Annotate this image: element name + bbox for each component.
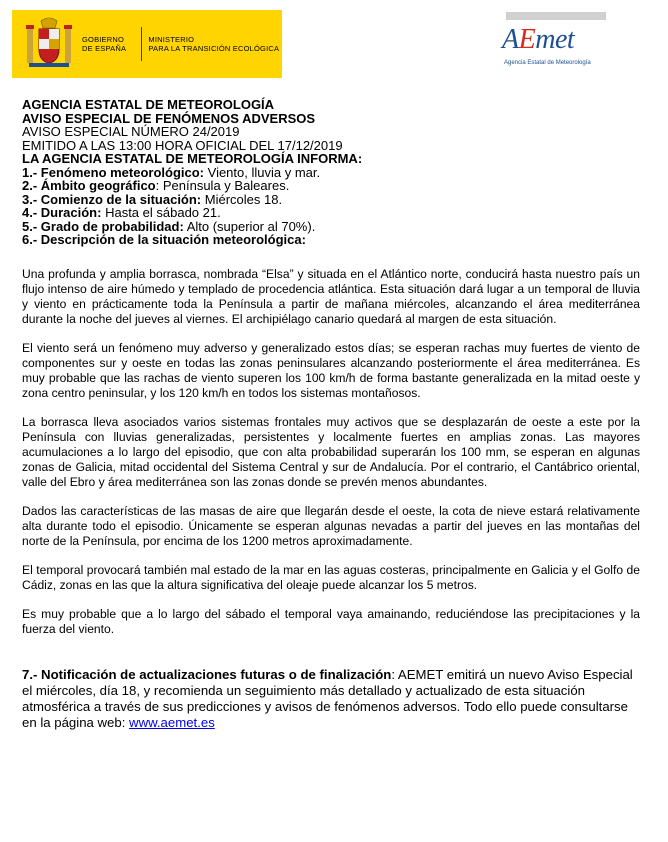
list-item: 2.- Ámbito geográfico: Península y Baleares. <box>22 178 290 193</box>
issued-time: EMITIDO A LAS 13:00 HORA OFICIAL DEL 17/12/2019 <box>22 137 343 153</box>
paragraph: El temporal provocará también mal estado de la mar en las aguas costeras, principalmente en Galicia y el Golfo de Cádiz, zonas en las que la altura significativa del oleaje puede alcanzar los 5 metros. <box>22 562 640 592</box>
paragraph: El viento será un fenómeno muy adverso y generalizado estos días; se esperan rachas muy fuertes de viento de componentes sur y oeste en todas las zonas peninsulares alcanzando posteriormente el área mediterránea. Es muy probable que las rachas de viento superen los 100 km/h de forma bastante generalizada en la mitad oeste y zona centro peninsular, y los 120 km/h en todos los sistemas montañosos. <box>22 340 640 400</box>
paragraph: Dados las características de las masas de aire que llegarán desde el oeste, la cota de nieve estará relativamente alta durante todo el episodio. Únicamente se esperan algunas nevadas a partir del jueves en las montañas del norte de la Península, por encima de los 1200 metros aproximadamente. <box>22 503 640 548</box>
informs-heading: LA AGENCIA ESTATAL DE METEOROLOGÍA INFORMA: <box>22 151 363 166</box>
notice-number: AVISO ESPECIAL NÚMERO 24/2019 <box>22 124 240 139</box>
government-banner <box>12 10 282 78</box>
agency-heading: AGENCIA ESTATAL DE METEOROLOGÍA <box>22 97 275 112</box>
banner-divider <box>141 27 142 61</box>
list-item: 6.- Descripción de la situación meteorológica: <box>22 232 306 247</box>
list-item: 5.- Grado de probabilidad: Alto (superior al 70%). <box>22 218 316 234</box>
section-7: 7.- Notificación de actualizaciones futuras o de finalización: AEMET emitirá un nuevo Aviso Especial el miércoles, día 18, y recomienda un seguimiento más detallado y actualizado de esta situación atmosférica a través de sus predicciones y avisos de fenómenos adversos. Todo ello puede consultarse en la página web: www.aemet.es <box>22 666 633 730</box>
aemet-logo: AEmet Agencia Estatal de Meteorología <box>502 24 591 66</box>
paragraph: La borrasca lleva asociados varios sistemas frontales muy activos que se desplazarán de oeste a este por la Península con lluvias generalizadas, persistentes y localmente fuertes en amplias zonas. Las mayores acumulaciones a lo largo del episodio, que con alta probabilidad superarán los 100 mm, se esperan en algunas zonas de Galicia, mitad occidental del Sistema Central y sur de Andalucía. Por el contrario, el Cantábrico oriental, valle del Ebro y área mediterránea son las zonas donde se prevén menos abundantes. <box>22 414 640 489</box>
aemet-top-bar <box>506 12 606 20</box>
government-label: GOBIERNO DE ESPAÑA <box>82 35 127 53</box>
document-body <box>22 98 640 731</box>
aemet-website-link[interactable]: www.aemet.es <box>129 714 215 730</box>
list-item: 1.- Fenómeno meteorológico: Viento, lluvia y mar. <box>22 164 321 180</box>
document-title: AVISO ESPECIAL DE FENÓMENOS ADVERSOS <box>22 110 316 126</box>
coat-of-arms-icon <box>24 17 74 71</box>
paragraph: Una profunda y amplia borrasca, nombrada “Elsa” y situada en el Atlántico norte, conducirá hasta nuestro país un flujo intenso de aire húmedo y templado de procedencia atlántica. Esta situación dará lugar a un temporal de lluvia y viento en prácticamente toda la Península a partir de mañana miércoles, alcanzando el área mediterránea durante la noche del jueves al viernes. El archipiélago canario quedará al margen de esta situación. <box>22 266 640 326</box>
list-item: 3.- Comienzo de la situación: Miércoles 18. <box>22 191 283 207</box>
list-item: 4.- Duración: Hasta el sábado 21. <box>22 205 221 220</box>
ministry-label: MINISTERIO PARA LA TRANSICIÓN ECOLÓGICA <box>148 35 280 53</box>
paragraph: Es muy probable que a lo largo del sábado el temporal vaya amainando, reduciéndose las precipitaciones y la fuerza del viento. <box>22 606 640 636</box>
